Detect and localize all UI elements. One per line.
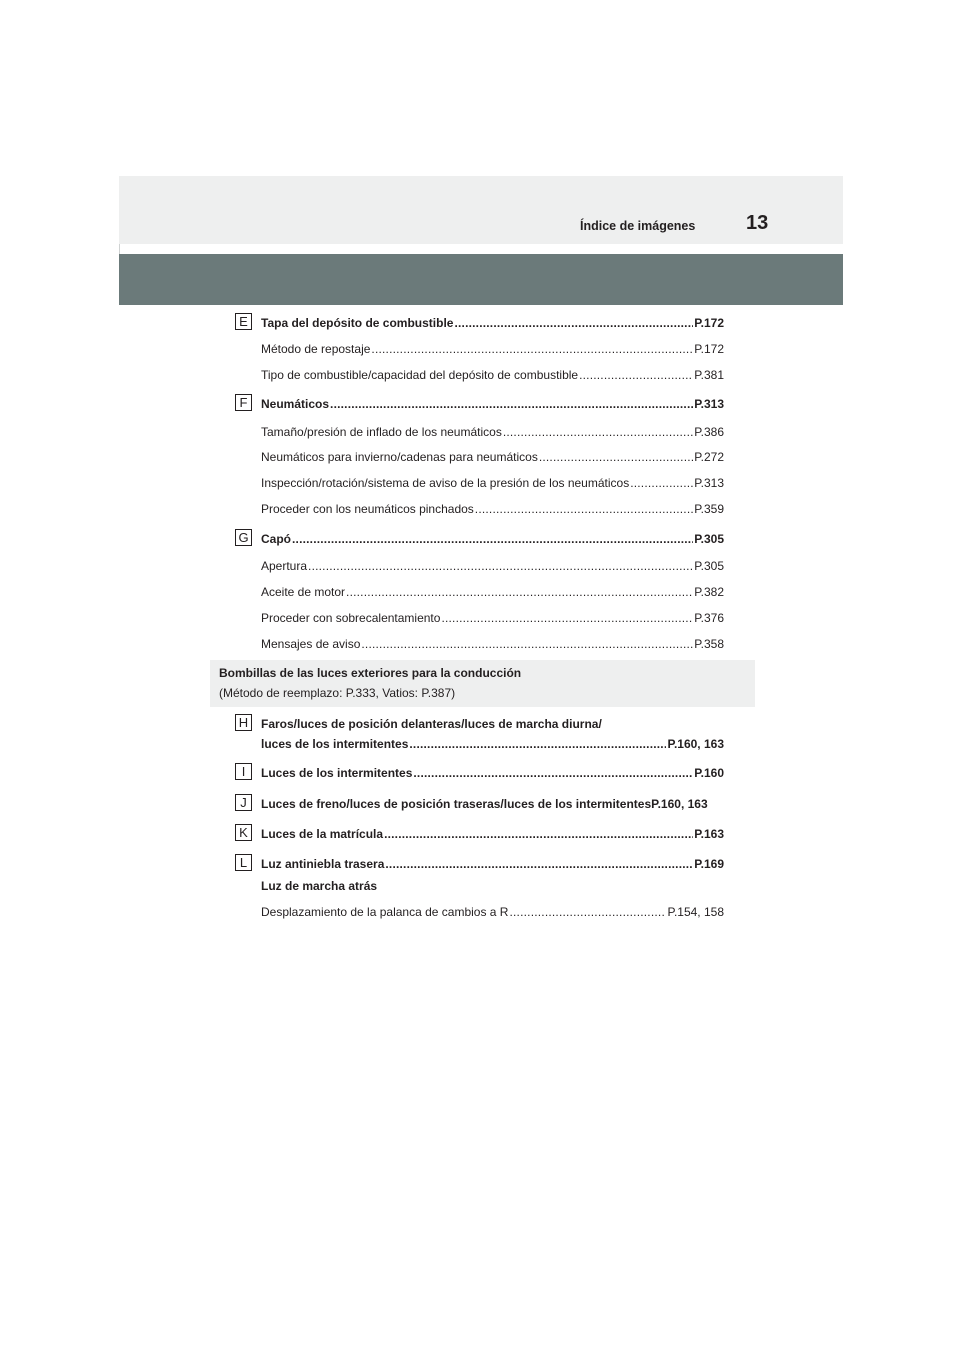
entry-page[interactable]: P.163 <box>694 827 724 841</box>
index-subentry[interactable] <box>261 559 724 573</box>
index-subentry[interactable] <box>261 905 724 919</box>
index-entry-tires[interactable] <box>261 397 724 411</box>
entry-text: Mensajes de aviso <box>261 637 361 651</box>
entry-page[interactable]: P.154, 158 <box>667 905 724 919</box>
entry-text: Método de repostaje <box>261 342 371 356</box>
entry-page[interactable]: P.358 <box>694 637 724 651</box>
entry-page[interactable]: P.305 <box>694 532 724 546</box>
entry-page[interactable]: P.172 <box>694 316 724 330</box>
index-entry-hood[interactable] <box>261 532 724 546</box>
dot-leader <box>371 342 693 356</box>
entry-page[interactable]: P.386 <box>694 425 724 439</box>
image-band <box>119 254 843 305</box>
entry-text: Neumáticos para invierno/cadenas para neumáticos <box>261 450 538 464</box>
index-entry-fuel-cap[interactable] <box>261 316 724 330</box>
key-label-l: L <box>235 854 252 871</box>
dot-leader <box>454 316 693 330</box>
entry-text: Neumáticos <box>261 397 330 411</box>
entry-text: Apertura <box>261 559 308 573</box>
entry-text: Luces de la matrícula <box>261 827 384 841</box>
header-divider <box>119 244 120 254</box>
dot-leader <box>579 368 693 382</box>
entry-text: Luces de freno/luces de posición traseras/luces de los intermitentes <box>261 797 652 811</box>
dot-leader <box>503 425 693 439</box>
index-subentry[interactable] <box>261 637 724 651</box>
dot-leader <box>308 559 693 573</box>
entry-page[interactable]: P.160 <box>694 766 724 780</box>
entry-text: Desplazamiento de la palanca de cambios a R <box>261 905 509 919</box>
key-label-k: K <box>235 824 252 841</box>
dot-leader <box>413 766 693 780</box>
entry-page[interactable]: P.305 <box>694 559 724 573</box>
entry-page[interactable]: P.272 <box>694 450 724 464</box>
index-entry-headlights[interactable] <box>261 737 724 751</box>
entry-text: Luces de los intermitentes <box>261 766 413 780</box>
key-label-h: H <box>235 714 252 731</box>
key-label-f: F <box>235 394 252 411</box>
dot-leader <box>539 450 693 464</box>
dot-leader <box>385 857 693 871</box>
index-subentry[interactable] <box>261 450 724 464</box>
key-label-e: E <box>235 313 252 330</box>
section-title: Índice de imágenes <box>580 219 696 233</box>
entry-page[interactable]: P.160, 163 <box>651 797 708 811</box>
entry-text: Tamaño/presión de inflado de los neumáticos <box>261 425 502 439</box>
entry-page[interactable]: P.313 <box>694 397 724 411</box>
index-subentry[interactable] <box>261 611 724 625</box>
page-number: 13 <box>746 212 769 234</box>
entry-text: Aceite de motor <box>261 585 346 599</box>
dot-leader <box>630 476 693 490</box>
entry-text: Proceder con los neumáticos pinchados <box>261 502 474 516</box>
entry-text: luces de los intermitentes <box>261 737 409 751</box>
entry-page[interactable]: P.313 <box>694 476 724 490</box>
key-label-j: J <box>235 794 252 811</box>
index-entry-brake-lights[interactable] <box>261 797 751 811</box>
dot-leader <box>292 532 693 546</box>
key-label-i: I <box>235 763 252 780</box>
entry-text: Tapa del depósito de combustible <box>261 316 454 330</box>
entry-page[interactable]: P.160, 163 <box>667 737 724 751</box>
index-subentry[interactable] <box>261 368 724 382</box>
index-subentry[interactable] <box>261 585 724 599</box>
dot-leader <box>509 905 666 919</box>
entry-page[interactable]: P.359 <box>694 502 724 516</box>
entry-text: Inspección/rotación/sistema de aviso de la presión de los neumáticos <box>261 476 630 490</box>
index-entry-headlights-line1: Faros/luces de posición delanteras/luces de marcha diurna/ <box>261 717 602 731</box>
dot-leader <box>441 611 693 625</box>
index-entry-license-lights[interactable] <box>261 827 724 841</box>
dot-leader <box>330 397 693 411</box>
index-subentry[interactable] <box>261 342 724 356</box>
entry-page[interactable]: P.169 <box>694 857 724 871</box>
dot-leader <box>384 827 693 841</box>
dot-leader <box>346 585 693 599</box>
entry-page[interactable]: P.381 <box>694 368 724 382</box>
key-label-g: G <box>235 529 252 546</box>
index-subentry[interactable] <box>261 476 724 490</box>
entry-text: Luz antiniebla trasera <box>261 857 385 871</box>
bulbs-subtitle: (Método de reemplazo: P.333, Vatios: P.387) <box>219 686 456 700</box>
dot-leader <box>361 637 693 651</box>
dot-leader <box>409 737 666 751</box>
entry-text: Tipo de combustible/capacidad del depósito de combustible <box>261 368 579 382</box>
entry-text: Proceder con sobrecalentamiento <box>261 611 441 625</box>
entry-page[interactable]: P.172 <box>694 342 724 356</box>
index-entry-turn-signals[interactable] <box>261 766 724 780</box>
header-band <box>119 176 843 244</box>
dot-leader <box>475 502 693 516</box>
index-subentry[interactable] <box>261 502 724 516</box>
bulbs-title: Bombillas de las luces exteriores para la conducción <box>219 666 522 680</box>
entry-page[interactable]: P.376 <box>694 611 724 625</box>
index-subentry[interactable] <box>261 425 724 439</box>
entry-page[interactable]: P.382 <box>694 585 724 599</box>
index-entry-reverse-light: Luz de marcha atrás <box>261 879 378 893</box>
entry-text: Capó <box>261 532 291 546</box>
index-entry-rear-fog[interactable] <box>261 857 724 871</box>
